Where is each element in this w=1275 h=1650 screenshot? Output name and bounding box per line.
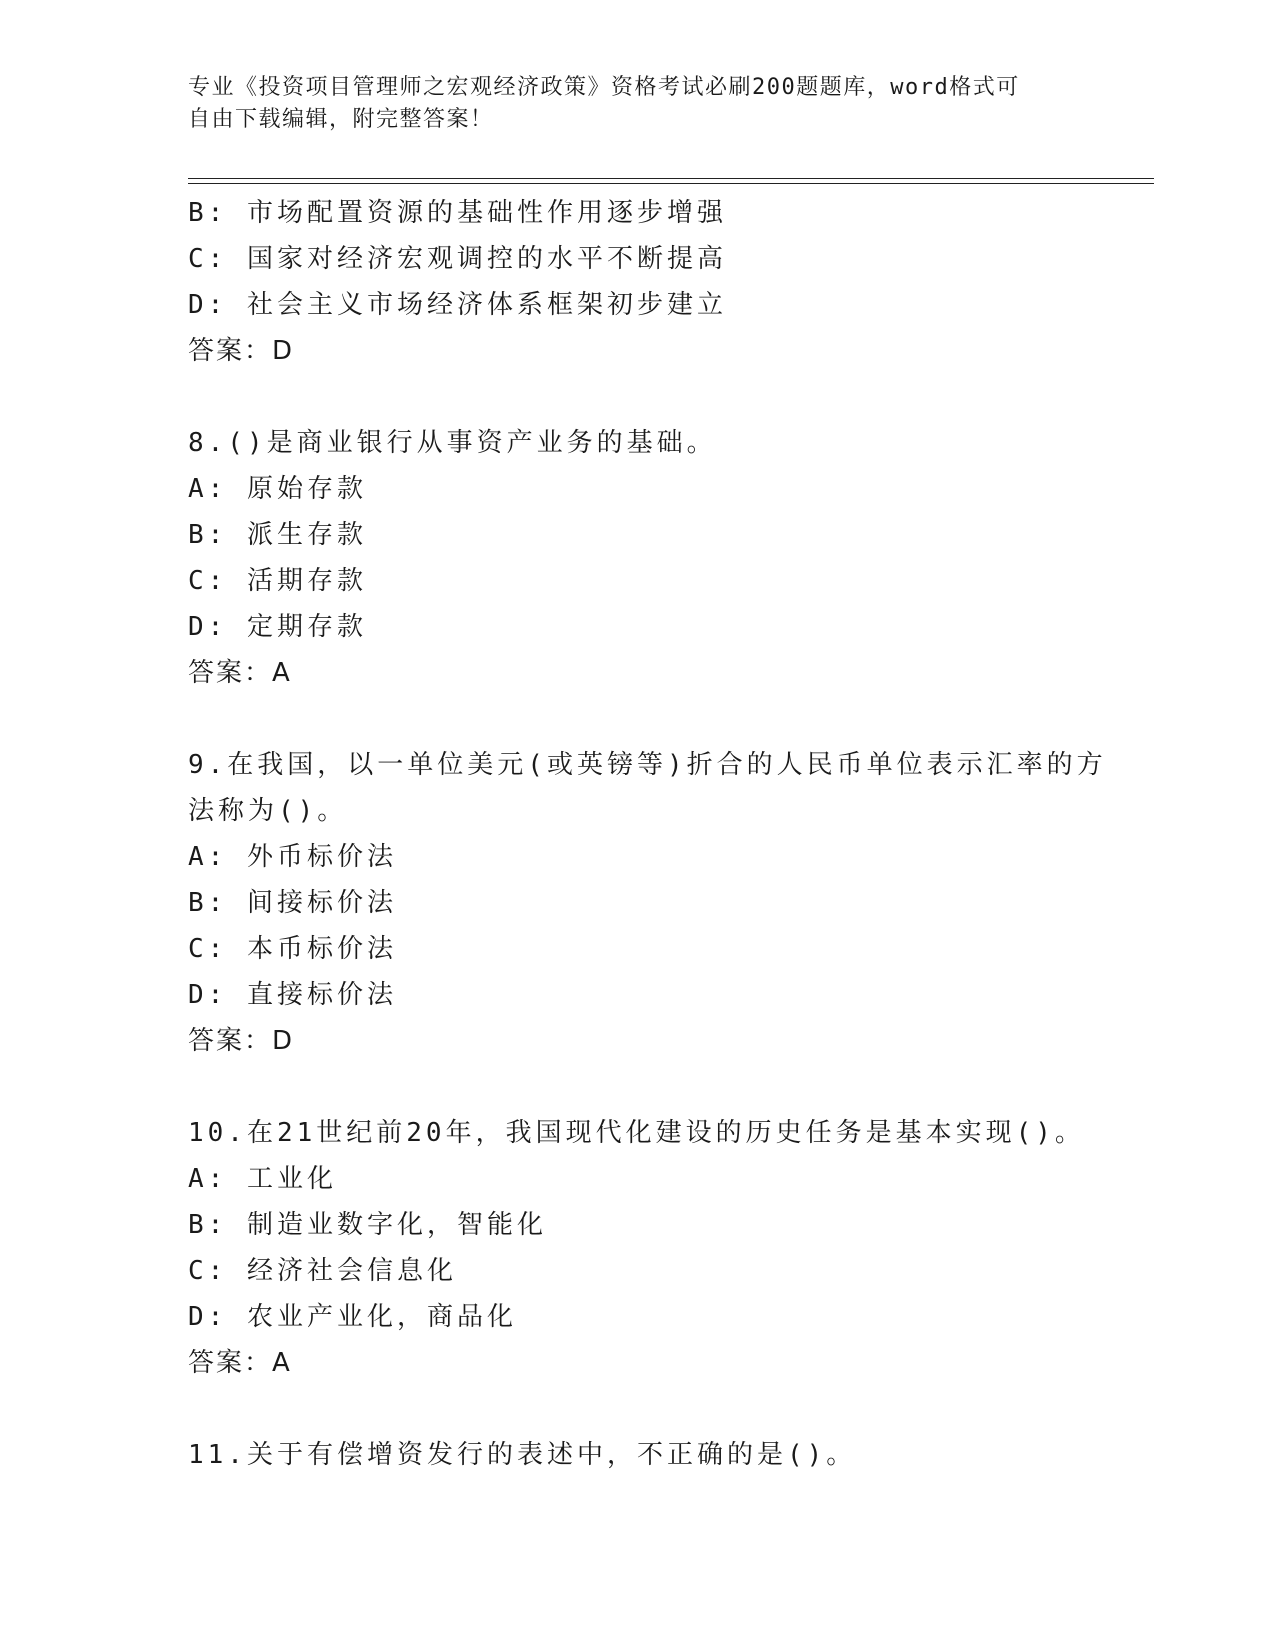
question-stem: 10.在21世纪前20年，我国现代化建设的历史任务是基本实现()。 [188, 1118, 1085, 1148]
option-b: B: 派生存款 [188, 520, 367, 550]
option-d: D: 直接标价法 [188, 980, 397, 1010]
question-stem-continued: 法称为()。 [188, 796, 348, 826]
header-line-1: 专业《投资项目管理师之宏观经济政策》资格考试必刷200题题库，word格式可 [188, 75, 1020, 100]
option-c: C: 本币标价法 [188, 934, 397, 964]
header-divider-top [188, 178, 1154, 179]
spacer [188, 1064, 1148, 1110]
option-a: A: 原始存款 [188, 474, 367, 504]
question-11 [188, 1432, 1148, 1478]
spacer [188, 696, 1148, 742]
option-d: D: 农业产业化，商品化 [188, 1302, 517, 1332]
question-stem: 11.关于有偿增资发行的表述中，不正确的是()。 [188, 1440, 857, 1470]
spacer [188, 1386, 1148, 1432]
question-7-continued [188, 190, 1148, 374]
spacer [188, 374, 1148, 420]
question-content [188, 190, 1148, 1478]
answer-line: 答案：D [188, 1026, 295, 1056]
option-d: D: 定期存款 [188, 612, 367, 642]
option-b: B: 间接标价法 [188, 888, 397, 918]
answer-line: 答案：A [188, 1348, 292, 1378]
question-8 [188, 420, 1148, 696]
header-divider-bottom [188, 183, 1154, 184]
option-a: A: 工业化 [188, 1164, 337, 1194]
option-c: C: 国家对经济宏观调控的水平不断提高 [188, 244, 727, 274]
question-stem: 8.()是商业银行从事资产业务的基础。 [188, 428, 717, 458]
option-c: C: 活期存款 [188, 566, 367, 596]
answer-line: 答案：D [188, 336, 295, 366]
question-9 [188, 742, 1148, 1064]
option-c: C: 经济社会信息化 [188, 1256, 457, 1286]
option-a: A: 外币标价法 [188, 842, 397, 872]
header-line-2: 自由下载编辑，附完整答案！ [188, 107, 494, 132]
question-stem: 9.在我国，以一单位美元(或英镑等)折合的人民币单位表示汇率的方 [188, 750, 1107, 780]
answer-line: 答案：A [188, 658, 292, 688]
option-b: B: 市场配置资源的基础性作用逐步增强 [188, 198, 727, 228]
document-header [188, 72, 1068, 136]
option-b: B: 制造业数字化，智能化 [188, 1210, 547, 1240]
option-d: D: 社会主义市场经济体系框架初步建立 [188, 290, 727, 320]
question-10 [188, 1110, 1148, 1386]
